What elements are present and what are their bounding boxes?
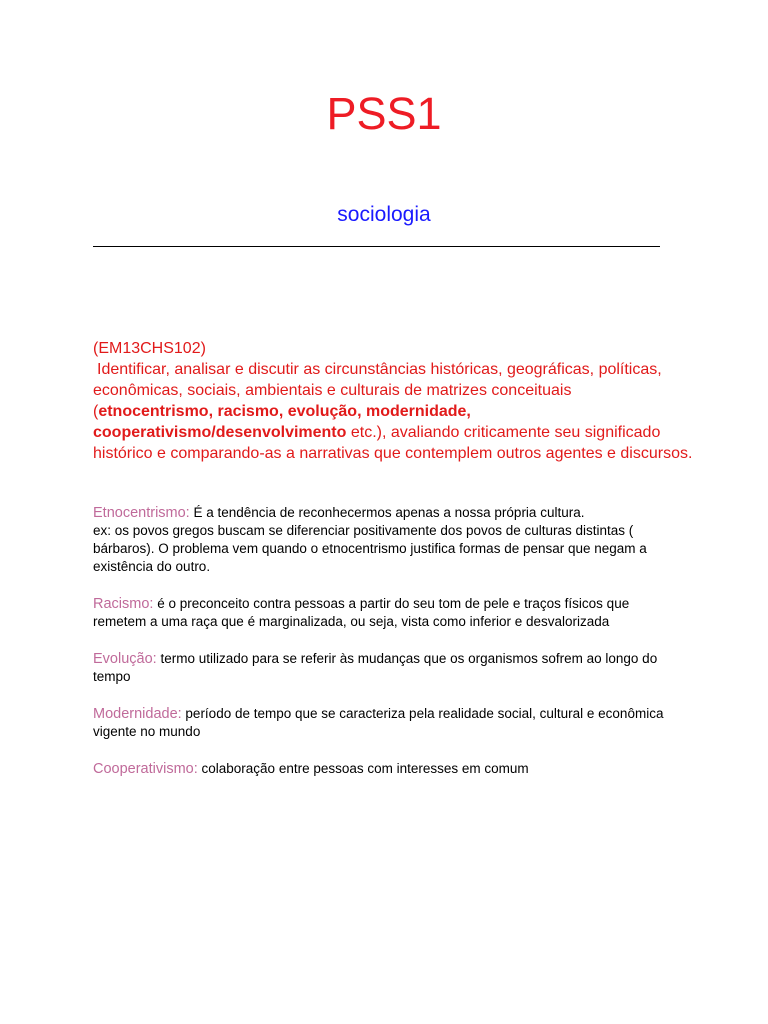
definition-racismo (93, 595, 683, 631)
definition-text: colaboração entre pessoas com interesses em comum (197, 761, 529, 776)
definition-term: Etnocentrismo: (93, 505, 190, 521)
definition-text: período de tempo que se caracteriza pela realidade social, cultural e econômica vigente no mundo (93, 706, 664, 739)
definition-cooperativismo (93, 760, 683, 778)
definition-etnocentrismo (93, 504, 683, 576)
horizontal-rule (93, 246, 660, 247)
definition-term: Cooperativismo: (93, 761, 198, 777)
competence-block (93, 338, 693, 464)
definition-text: É a tendência de reconhecermos apenas a nossa própria cultura. (189, 505, 585, 520)
page-title: PSS1 (326, 88, 442, 139)
definition-text: é o preconceito contra pessoas a partir do seu tom de pele e traços físicos que remetem a uma raça que é marginalizada, ou seja, vista como inferior e desvalorizada (93, 596, 630, 629)
definition-modernidade (93, 705, 683, 741)
page-subtitle: sociologia (337, 203, 431, 226)
definition-text: termo utilizado para se referir às mudanças que os organismos sofrem ao longo do tempo (93, 651, 658, 684)
competence-text-before: Identificar, analisar e discutir as circunstâncias históricas, geográficas, políticas, econômicas, sociais, ambientais e culturais de matrizes conceituais ( (93, 361, 662, 420)
definition-term: Evolução: (93, 651, 157, 667)
definition-evolucao (93, 650, 683, 686)
definition-term: Racismo: (93, 596, 154, 612)
competence-code: (EM13CHS102) (93, 340, 206, 357)
definition-example: ex: os povos gregos buscam se diferenciar positivamente dos povos de culturas distintas ( bárbaros). O problema vem quando o etnocentrismo justifica formas de pensar que negam a existência do outro. (93, 523, 647, 574)
competence-bold-terms: etnocentrismo, racismo, evolução, modernidade, cooperativismo/desenvolvimento (93, 403, 471, 441)
definitions-list (93, 504, 683, 797)
competence-text-after: etc.), avaliando criticamente seu significado histórico e comparando-as a narrativas que contemplem outros agentes e discursos. (93, 424, 693, 462)
definition-term: Modernidade: (93, 706, 182, 722)
